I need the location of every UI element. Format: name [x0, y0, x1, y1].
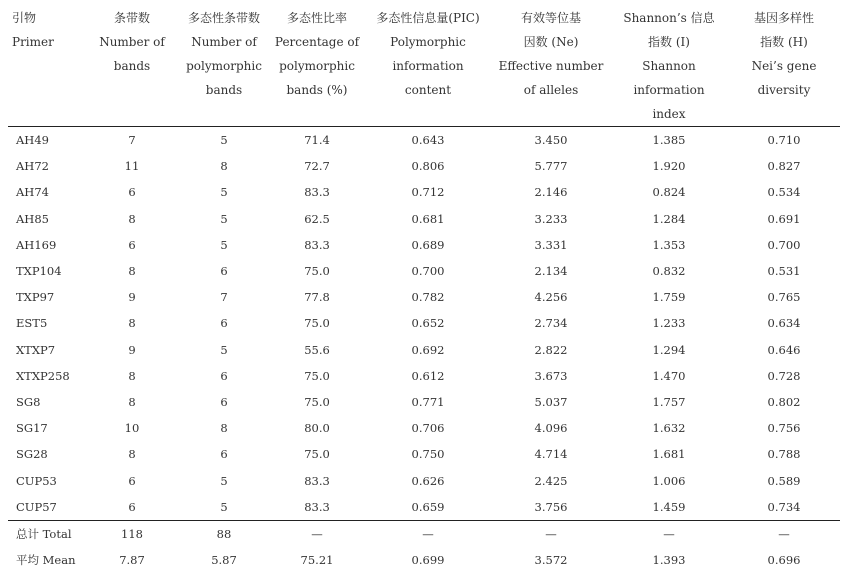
table-row [8, 284, 840, 310]
header-line: 有效等位基 [492, 6, 610, 30]
value-cell: 83.3 [270, 232, 364, 258]
value-cell: 6 [178, 363, 270, 389]
primer-cell: 总计 Total [8, 520, 86, 547]
header-line: 因数 (Ne) [492, 30, 610, 54]
value-cell: 0.531 [728, 258, 840, 284]
value-cell: 10 [86, 415, 178, 441]
value-cell: 75.0 [270, 363, 364, 389]
value-cell: 0.806 [364, 153, 492, 179]
polymorphic-bands-header [178, 6, 270, 127]
value-cell: 1.284 [610, 206, 728, 232]
primer-polymorphism-table [8, 6, 840, 573]
primer-cell: TXP104 [8, 258, 86, 284]
bands-header [86, 6, 178, 127]
value-cell: 0.612 [364, 363, 492, 389]
header-line: 指数 (I) [610, 30, 728, 54]
table-body [8, 127, 840, 573]
value-cell: 4.096 [492, 415, 610, 441]
mean-row [8, 547, 840, 573]
primer-cell: AH72 [8, 153, 86, 179]
table-row [8, 258, 840, 284]
value-cell: 0.782 [364, 284, 492, 310]
value-cell: — [270, 520, 364, 547]
nei-header [728, 6, 840, 127]
primer-cell: XTXP7 [8, 337, 86, 363]
header-line: Number of [86, 30, 178, 54]
table-row [8, 232, 840, 258]
header-line: Number of [178, 30, 270, 54]
primer-cell: TXP97 [8, 284, 86, 310]
value-cell: 1.459 [610, 494, 728, 521]
value-cell: 1.681 [610, 441, 728, 467]
value-cell: 4.714 [492, 441, 610, 467]
header-line: index [610, 102, 728, 126]
primer-cell: AH169 [8, 232, 86, 258]
primer-cell: CUP57 [8, 494, 86, 521]
table-row [8, 415, 840, 441]
value-cell: 11 [86, 153, 178, 179]
value-cell: — [364, 520, 492, 547]
value-cell: 5 [178, 337, 270, 363]
value-cell: 1.393 [610, 547, 728, 573]
table-row [8, 206, 840, 232]
value-cell: 0.771 [364, 389, 492, 415]
total-row [8, 520, 840, 547]
value-cell: 75.0 [270, 441, 364, 467]
value-cell: 6 [178, 389, 270, 415]
value-cell: 0.652 [364, 310, 492, 336]
value-cell: 5 [178, 232, 270, 258]
value-cell: 0.626 [364, 467, 492, 493]
value-cell: 62.5 [270, 206, 364, 232]
header-line: diversity [728, 78, 840, 102]
header-line: of alleles [492, 78, 610, 102]
value-cell: 83.3 [270, 179, 364, 205]
value-cell: 7.87 [86, 547, 178, 573]
value-cell: 0.659 [364, 494, 492, 521]
header-line: polymorphic [178, 54, 270, 78]
value-cell: 2.425 [492, 467, 610, 493]
value-cell: 5 [178, 179, 270, 205]
value-cell: 0.765 [728, 284, 840, 310]
value-cell: 1.353 [610, 232, 728, 258]
value-cell: 6 [86, 467, 178, 493]
value-cell: 0.700 [728, 232, 840, 258]
value-cell: 9 [86, 284, 178, 310]
value-cell: 0.681 [364, 206, 492, 232]
value-cell: 9 [86, 337, 178, 363]
value-cell: 5.87 [178, 547, 270, 573]
value-cell: 0.734 [728, 494, 840, 521]
value-cell: 8 [86, 363, 178, 389]
value-cell: 0.534 [728, 179, 840, 205]
header-line: Primer [12, 30, 86, 54]
value-cell: 75.0 [270, 310, 364, 336]
header-line: bands [178, 78, 270, 102]
value-cell: 1.233 [610, 310, 728, 336]
primer-cell: AH74 [8, 179, 86, 205]
value-cell: 6 [178, 310, 270, 336]
header-line: 引物 [12, 6, 86, 30]
value-cell: 3.233 [492, 206, 610, 232]
value-cell: 8 [86, 206, 178, 232]
value-cell: 75.0 [270, 389, 364, 415]
value-cell: 0.710 [728, 127, 840, 154]
value-cell: 6 [86, 179, 178, 205]
value-cell: 0.832 [610, 258, 728, 284]
value-cell: 88 [178, 520, 270, 547]
value-cell: 0.824 [610, 179, 728, 205]
value-cell: 3.572 [492, 547, 610, 573]
header-line: 多态性比率 [270, 6, 364, 30]
header-line: Shannon’s 信息 [610, 6, 728, 30]
primer-header [8, 6, 86, 127]
table-row [8, 337, 840, 363]
primer-cell: AH49 [8, 127, 86, 154]
percentage-header [270, 6, 364, 127]
value-cell: 0.750 [364, 441, 492, 467]
value-cell: 0.689 [364, 232, 492, 258]
value-cell: 7 [178, 284, 270, 310]
value-cell: — [610, 520, 728, 547]
value-cell: 1.759 [610, 284, 728, 310]
value-cell: 0.788 [728, 441, 840, 467]
value-cell: 7 [86, 127, 178, 154]
pic-header [364, 6, 492, 127]
header-line: 指数 (H) [728, 30, 840, 54]
value-cell: 0.692 [364, 337, 492, 363]
value-cell: 5 [178, 494, 270, 521]
value-cell: 1.006 [610, 467, 728, 493]
primer-cell: SG28 [8, 441, 86, 467]
table-row [8, 441, 840, 467]
table-row [8, 153, 840, 179]
header-line: 条带数 [86, 6, 178, 30]
header-line: 多态性条带数 [178, 6, 270, 30]
header-line: bands [86, 54, 178, 78]
value-cell: 6 [178, 258, 270, 284]
value-cell: 1.385 [610, 127, 728, 154]
value-cell: 5 [178, 127, 270, 154]
header-line: Nei’s gene [728, 54, 840, 78]
value-cell: 118 [86, 520, 178, 547]
primer-cell: 平均 Mean [8, 547, 86, 573]
value-cell: 83.3 [270, 467, 364, 493]
value-cell: 0.646 [728, 337, 840, 363]
value-cell: 5.037 [492, 389, 610, 415]
value-cell: 8 [86, 389, 178, 415]
table-row [8, 363, 840, 389]
value-cell: 3.756 [492, 494, 610, 521]
value-cell: 0.589 [728, 467, 840, 493]
value-cell: 8 [86, 310, 178, 336]
header-line: information [364, 54, 492, 78]
primer-cell: SG17 [8, 415, 86, 441]
value-cell: 3.331 [492, 232, 610, 258]
table-row [8, 127, 840, 154]
header-line: Polymorphic [364, 30, 492, 54]
value-cell: 3.673 [492, 363, 610, 389]
value-cell: 55.6 [270, 337, 364, 363]
primer-cell: AH85 [8, 206, 86, 232]
table-row [8, 494, 840, 521]
table-row [8, 389, 840, 415]
shannon-header [610, 6, 728, 127]
value-cell: 6 [86, 494, 178, 521]
value-cell: 0.643 [364, 127, 492, 154]
value-cell: 72.7 [270, 153, 364, 179]
primer-cell: SG8 [8, 389, 86, 415]
value-cell: 6 [178, 441, 270, 467]
value-cell: — [728, 520, 840, 547]
header-line: 多态性信息量(PIC) [364, 6, 492, 30]
value-cell: 1.632 [610, 415, 728, 441]
table-row [8, 467, 840, 493]
value-cell: 1.757 [610, 389, 728, 415]
value-cell: 8 [178, 415, 270, 441]
table-header [8, 6, 840, 127]
header-line: 基因多样性 [728, 6, 840, 30]
value-cell: 8 [178, 153, 270, 179]
value-cell: 83.3 [270, 494, 364, 521]
primer-cell: XTXP258 [8, 363, 86, 389]
value-cell: 6 [86, 232, 178, 258]
value-cell: 0.700 [364, 258, 492, 284]
primer-cell: EST5 [8, 310, 86, 336]
value-cell: 2.134 [492, 258, 610, 284]
value-cell: 75.0 [270, 258, 364, 284]
value-cell: 4.256 [492, 284, 610, 310]
value-cell: 0.802 [728, 389, 840, 415]
value-cell: 5 [178, 467, 270, 493]
primer-cell: CUP53 [8, 467, 86, 493]
value-cell: 0.696 [728, 547, 840, 573]
value-cell: 1.294 [610, 337, 728, 363]
value-cell: 0.756 [728, 415, 840, 441]
header-line: Effective number [492, 54, 610, 78]
header-line: bands (%) [270, 78, 364, 102]
table-row [8, 179, 840, 205]
value-cell: 77.8 [270, 284, 364, 310]
value-cell: — [492, 520, 610, 547]
header-line: content [364, 78, 492, 102]
value-cell: 0.699 [364, 547, 492, 573]
value-cell: 2.146 [492, 179, 610, 205]
table-row [8, 310, 840, 336]
header-line: Shannon information [610, 54, 728, 102]
value-cell: 0.712 [364, 179, 492, 205]
value-cell: 1.920 [610, 153, 728, 179]
value-cell: 0.634 [728, 310, 840, 336]
value-cell: 5.777 [492, 153, 610, 179]
header-line: Percentage of [270, 30, 364, 54]
value-cell: 80.0 [270, 415, 364, 441]
value-cell: 0.706 [364, 415, 492, 441]
header-line: polymorphic [270, 54, 364, 78]
value-cell: 2.822 [492, 337, 610, 363]
value-cell: 71.4 [270, 127, 364, 154]
value-cell: 2.734 [492, 310, 610, 336]
value-cell: 5 [178, 206, 270, 232]
value-cell: 0.728 [728, 363, 840, 389]
value-cell: 8 [86, 258, 178, 284]
value-cell: 0.827 [728, 153, 840, 179]
value-cell: 1.470 [610, 363, 728, 389]
value-cell: 3.450 [492, 127, 610, 154]
ne-header [492, 6, 610, 127]
value-cell: 8 [86, 441, 178, 467]
value-cell: 0.691 [728, 206, 840, 232]
value-cell: 75.21 [270, 547, 364, 573]
